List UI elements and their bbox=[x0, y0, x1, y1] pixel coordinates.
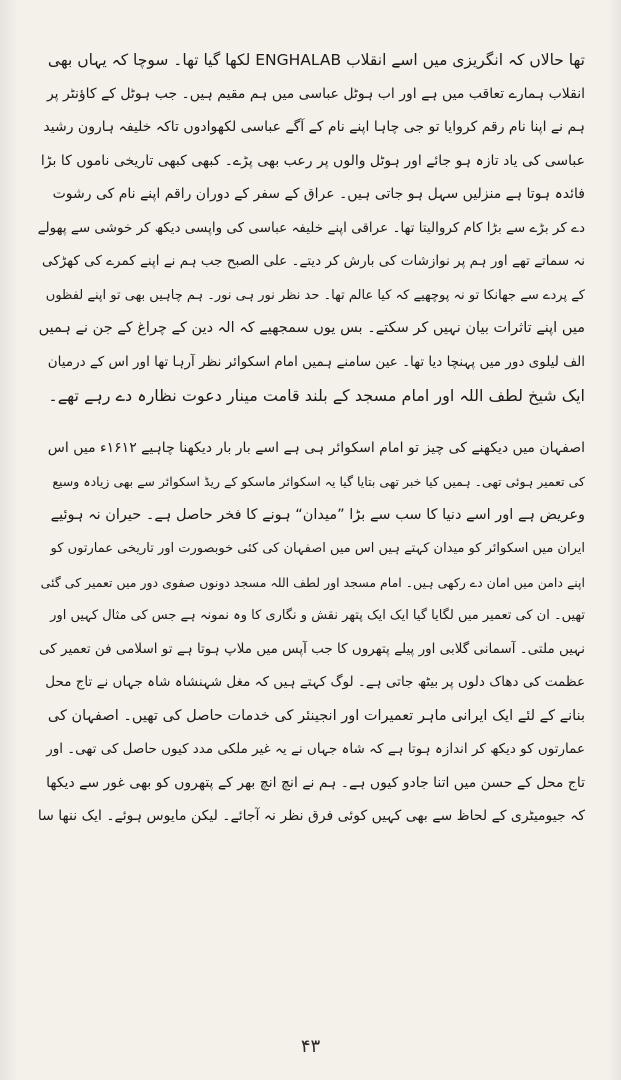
text-line: تھیں۔ ان کی تعمیر میں لگایا گیا ایک ایک پتھر نقش و نگاری کا وہ نمونہ ہے جس کی مثال کہیں اور bbox=[50, 608, 585, 623]
text-line: کے پردے سے جھانکا تو نہ پوچھیے کہ کیا عالم تھا۔ حد نظر نور ہی نور۔ ہم چاہیں بھی تو اپنے لفظوں bbox=[45, 287, 585, 303]
text-line: عظمت کی دھاک دلوں پر بیٹھ جاتی ہے۔ لوگ کہتے ہیں کہ مغل شہنشاہ شاہ جہاں نے تاج محل bbox=[45, 674, 585, 690]
text-line: عباسی کی یاد تازہ ہو جائے اور ہوٹل والوں پر رعب بھی پڑے۔ کبھی کبھی تاریخی ناموں کا بڑا bbox=[40, 152, 585, 169]
text-line: الف لیلوی دور میں پہنچا دیا تھا۔ عین سامنے ہمیں امام اسکوائر نظر آرہا تھا اور اس کے درمیان bbox=[47, 353, 585, 370]
text-line: اصفہان میں دیکھنے کی چیز تو امام اسکوائر ہی ہے اسے بار بار دیکھنا چاہیے ۱۶۱۲ء میں اس bbox=[47, 439, 585, 456]
page-body-text bbox=[36, 44, 585, 834]
text-line: اپنے دامن میں امان دے رکھی ہیں۔ امام مسجد اور لطف اللہ مسجد دونوں صفوی دور میں تعمیر کی گئی bbox=[40, 574, 585, 590]
paragraph-2 bbox=[36, 432, 585, 834]
text-line: ایک شیخ لطف اللہ اور امام مسجد کے بلند قامت مینار دعوت نظارہ دے رہے تھے۔ bbox=[48, 386, 585, 405]
text-line: انقلاب ہمارے تعاقب میں ہے اور اب ہوٹل عباسی میں ہم مقیم ہیں۔ جب ہوٹل کے کاؤنٹر پر bbox=[46, 85, 585, 102]
text-line: دے کر بڑے سے بڑا کام کروالیتا تھا۔ عراقی اپنے خلیفہ عباسی کی واپسی دیکھ کر خوشی سے پھولے bbox=[37, 219, 585, 236]
paragraph-1 bbox=[36, 44, 585, 413]
text-line: بنانے کے لئے ایک ایرانی ماہر تعمیرات اور انجینئر کی خدمات حاصل کی تھیں۔ اصفہان کی bbox=[47, 707, 585, 724]
text-line: کی تعمیر ہوئی تھی۔ ہمیں کیا خبر تھی بتایا گیا یہ اسکوائر ماسکو کے ریڈ اسکوائر سے بھی زیادہ وسیع bbox=[52, 474, 585, 489]
text-line: میں اپنے تاثرات بیان نہیں کر سکتے۔ بس یوں سمجھیے کہ الہ دین کے چراغ کے جن نے ہمیں bbox=[38, 320, 585, 336]
text-line: تاج محل کے حسن میں اتنا جادو کیوں ہے۔ ہم نے انچ انچ بھر کے پتھروں کو بھی غور سے دیکھا bbox=[46, 774, 585, 791]
text-line: ایران میں اسکوائر کو میدان کہتے ہیں اس میں اصفہان کی کئی خوبصورت اور تاریخی عمارتوں کو bbox=[50, 541, 585, 556]
text-line: تھا حالاں کہ انگریزی میں اسے انقلاب ENGHALAB لکھا گیا تھا۔ سوچا کہ یہاں بھی bbox=[47, 51, 585, 69]
text-line: وعریض ہے اور اسے دنیا کا سب سے بڑا ”میدان“ ہونے کا فخر حاصل ہے۔ حیران نہ ہوئیے bbox=[50, 506, 585, 523]
text-line: عمارتوں کو دیکھ کر اندازہ ہوتا ہے کہ شاہ جہاں نے یہ غیر ملکی مدد کیوں حاصل کی تھی۔ اور bbox=[46, 741, 585, 757]
text-line: نہیں ملتی۔ آسمانی گلابی اور پیلے پتھروں کا جب آپس میں ملاپ ہوتا ہے تو اسلامی فن تعمیر کی bbox=[39, 640, 585, 657]
page-number: ۴۳ bbox=[300, 1036, 321, 1057]
text-line: کہ جیومیٹری کے لحاظ سے بھی کہیں کوئی فرق نظر نہ آجائے۔ لیکن مایوس ہوئے۔ ایک ننھا سا bbox=[37, 808, 585, 824]
text-line: ہم نے اپنا نام رقم کروایا تو جی چاہا اپنے نام کے آگے عباسی لکھوادوں تاکہ خلیفہ ہارون رشید bbox=[43, 119, 585, 135]
text-line: فائدہ ہوتا ہے منزلیں سہل ہو جاتی ہیں۔ عراق کے سفر کے دوران راقم اپنے نام کی رشوت bbox=[52, 186, 585, 202]
text-line: نہ سماتے تھے اور ہم پر نوازشات کی بارش کر دیتے۔ علی الصبح جب ہم نے اپنے کمرے کی کھڑکی bbox=[42, 253, 585, 269]
